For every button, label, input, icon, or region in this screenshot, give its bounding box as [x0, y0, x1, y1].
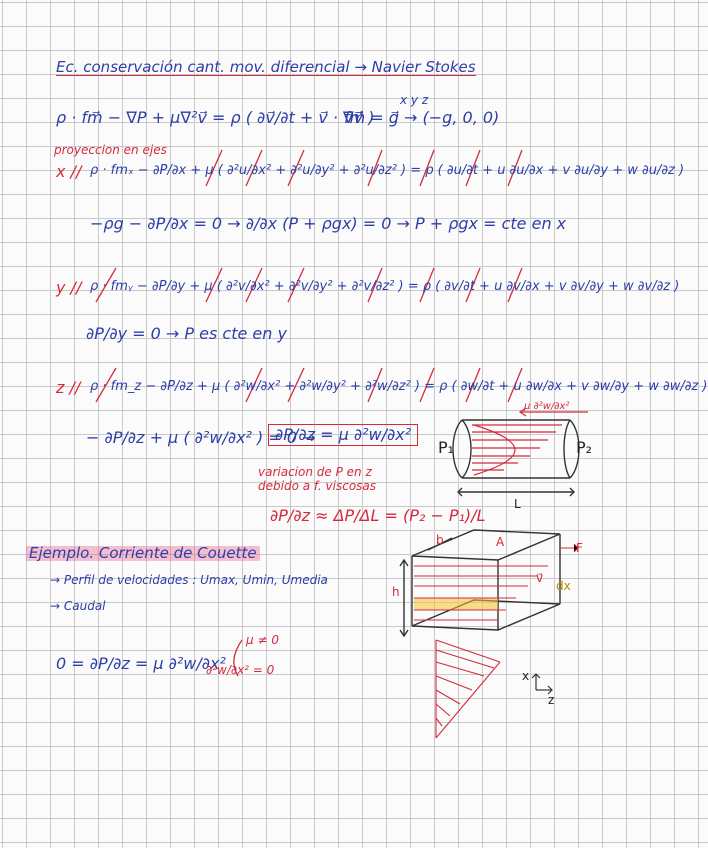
z-axis-label: z // — [56, 378, 81, 397]
axis-z-label: z — [548, 693, 555, 707]
z-momentum-equation: ρ · fm_z − ∂P/∂z + μ ( ∂²w/∂x² + ∂²w/∂y² + ∂²w/∂z² ) = ρ ( ∂w/∂t + u ∂w/∂x + v ∂w/∂y + w ∂w/∂z ) — [90, 379, 708, 394]
dp-relation: ∂P/∂z ≈ ΔP/ΔL = (P₂ − P₁)/L — [270, 506, 486, 525]
plate-h-label: h — [392, 585, 400, 599]
x-result-equation: −ρg − ∂P/∂x = 0 → ∂/∂x (P + ρgx) = 0 → P + ρgx = cte en x — [90, 214, 567, 233]
axis-x-label: x — [522, 669, 530, 683]
y-axis-label: y // — [56, 278, 82, 297]
plate-dx-label: dx — [556, 579, 571, 593]
main-equation: ρ · fm⃗ − ∇P + μ∇²v⃗ = ρ ( ∂v⃗/∂t + v⃗ · ∇v⃗ ) — [56, 108, 375, 127]
couette-case-2: ∂²w/∂x² = 0 — [206, 663, 275, 677]
z-result-equation: − ∂P/∂z + μ ( ∂²w/∂x² ) = 0 → — [86, 428, 316, 447]
couette-case-1: μ ≠ 0 — [246, 633, 279, 647]
plate-b-label: b — [436, 533, 444, 547]
bullet-velocity-profile: → Perfil de velocidades : Umax, Umin, Umedia — [50, 573, 328, 587]
x-axis-label: x // — [56, 162, 82, 181]
y-result-equation: ∂P/∂y = 0 → P es cte en y — [86, 324, 287, 343]
couette-equation: 0 = ∂P/∂z = μ ∂²w/∂x² — [56, 654, 226, 673]
example-title: Ejemplo. Corriente de Couette — [26, 546, 260, 561]
axes-xyz-label: x y z — [400, 93, 429, 107]
bullet-flow-rate: → Caudal — [50, 599, 106, 613]
plate-force-label: F — [576, 541, 583, 555]
pipe-p1-label: P₁ — [438, 438, 455, 457]
projection-label: proyeccion en ejes — [54, 143, 167, 157]
plate-velocity-label: v⃗ — [536, 571, 544, 585]
fm-equation: fm⃗ = g⃗ → (−g, 0, 0) — [344, 108, 500, 127]
y-momentum-equation: ρ · fmᵧ − ∂P/∂y + μ ( ∂²v/∂x² + ∂²v/∂y² + ∂²v/∂z² ) = ρ ( ∂v/∂t + u ∂v/∂x + v ∂v/∂y + w ∂v/∂z ) — [90, 279, 680, 294]
variation-note-2: debido a f. viscosas — [258, 479, 377, 493]
plate-a-label: A — [496, 535, 505, 549]
pipe-length-label: L — [514, 497, 521, 511]
pipe-shear-label: μ ∂²w/∂x² — [524, 401, 570, 412]
variation-note-1: variacion de P en z — [258, 465, 372, 479]
pipe-p2-label: P₂ — [576, 438, 593, 457]
page-title: Ec. conservación cant. mov. diferencial → Navier Stokes — [56, 58, 476, 76]
z-boxed-result: ∂P/∂z = μ ∂²w/∂x² — [268, 424, 418, 446]
x-momentum-equation: ρ · fmₓ − ∂P/∂x + μ ( ∂²u/∂x² + ∂²u/∂y² + ∂²u/∂z² ) = ρ ( ∂u/∂t + u ∂u/∂x + v ∂u/∂y + w ∂u/∂z ) — [90, 163, 685, 178]
